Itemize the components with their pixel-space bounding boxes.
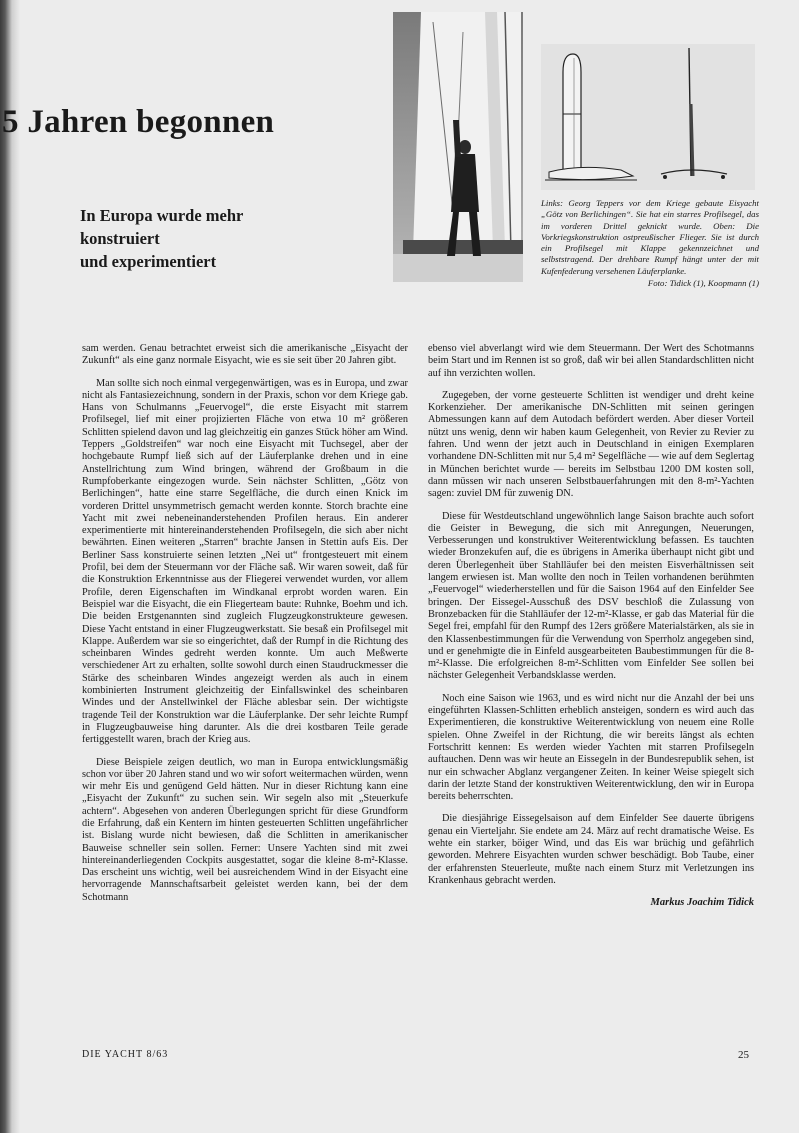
paragraph: Man sollte sich noch einmal vergegenwärtigen, was es in Europa, und zwar nicht als Fantasiezeichnung, sondern in der Praxis, schon vor dem Kriege gab. Hans von Schulmanns „Feuervogel“, die erste Eisyacht mit starrem Profilsegel, lief mit einer projizierten Fläche von etwa 10 m² größeren Schlitten spielend davon und lag gleichzeitig ein ganzes Stück höher am Wind. Teppers „Goldstreifen“ war noch eine Eisyacht mit Tuchsegel, aber der hochgebaute Rumpf ließ sich auf der Läuferplanke drehen und in eine Anstellrichtung zum Wind bringen, während der Großbaum in die Rumpfoberkante eingezogen wurde. Sein nächster Schlitten, „Götz von Berlichingen“, hatte eine starre Segelfläche, die durch einen Knick im vorderen Drittel unsymmetrisch gemacht werden konnte. Storch brachte eine Yacht mit zwei nebeneinanderstehenden Profilen heraus. Ein anderer experimentierte mit hintereinanderstehenden Profilsegeln, die sich aber nicht bewährten. Einen weiteren „Starren“ brachte Jansen in Stettin aufs Eis. Der Berliner Sass konstruierte seinen letzten „Nei ut“ frontgesteuert mit einem Profil, bei dem der Steuermann vor der Fläche saß. Wir waren soweit, daß für die Konstruktion Erkenntnisse aus der Fliegerei verwendet wurden, vor allem Profile, deren Eigenschaften im Windkanal erprobt worden waren. Ein Beispiel war die Eisyacht, die ein Fliegerteam baute: Ruhnke, Boehm und ich. Die beiden Erstgenannten sind zugleich Flugzeugkonstrukteure gewesen. Diese Yacht entstand in einer Flugzeugwerkstatt. Sie besaß ein Profilsegel mit Klappe. Außerdem war sie so eingerichtet, daß der Rumpf in die Richtung des scheinbaren Windes gedreht werden konnte. Um auch Meßwerte verschiedener Art zu erhalten, sollte sowohl durch einen Staudruckmesser die Stärke des scheinbaren Windes angezeigt werden als auch in einem kombinierten Instrument gleichzeitig der Einfallswinkel des scheinbaren Windes und der Anstellwinkel der Fläche ablesbar sein. Der wichtigste tragende Teil der Konstruktion war die Läuferplanke. Der sehr leichte Rumpf in Flugzeugbauweise hing darunter. Als die drei kostbaren Teile gerade fertiggestellt waren, brach der Krieg aus. <box>82 377 408 746</box>
photo-caption <box>541 198 759 289</box>
text-column-left <box>82 343 408 914</box>
ice-yacht-photo <box>393 12 523 282</box>
subheading-line: In Europa wurde mehr <box>80 206 244 225</box>
article-subheading <box>80 204 280 273</box>
subheading-line: und experimentiert <box>80 252 217 271</box>
paragraph: sam werden. Genau betrachtet erweist sich die amerikanische „Eisyacht der Zukunft“ als eine ganz normale Eisyacht, wie es sie seit über 20 Jahren gibt. <box>82 343 408 367</box>
paragraph: Diese für Westdeutschland ungewöhnlich lange Saison brachte auch sofort die Geister in Bewegung, die sich mit Anregungen, Neuerungen, Verbesserungen und konstruktiver Weiterentwicklung befassen. Es tauchten wieder Bronzekufen auf, die es übrigens in Amerika überhaupt nicht gibt und deren Überlegenheit über Stahlläufer bei den meisten Eisverhältnissen seit langem erwiesen ist. Man wollte den noch in Teilen vorhandenen berühmten „Feuervogel“ wiederherstellen und für die Saison 1964 auf den Einfelder See bringen. Der Eissegel-Ausschuß des DSV beschloß die Zulassung von Bronzebacken für die Stahlläufer der 12-m²-Klasse, er gab das Material für die Segel frei, empfahl für den Rumpf des 12ers größere Materialstärken, als sie in den Klassenbestimmungen für die Verwendung von Sperrholz angegeben sind, und er genehmigte die in Einfeld ausgearbeiteten Baubestimmungen für die 8-m²-Klasse. Die erfolgreichen 8-m²-Schlitten vom Einfelder See sollen bei nächster Gelegenheit Verbandsklasse werden. <box>428 510 754 682</box>
subheading-line: konstruiert <box>80 229 160 248</box>
caption-text: Links: Georg Teppers vor dem Kriege gebaute Eisyacht „Götz von Berlichingen“. Sie hat ein starres Profilsegel, das im vorderen Drittel geknickt wurde. Oben: Die Vorkriegskonstruktion ostpreußischer Flieger. Sie ist durch ein Profilsegel mit Klappe gekennzeichnet und selbststragend. Der drehbare Rumpf hängt unter der mit Kufenfederung versehenen Läuferplanke. <box>541 198 759 276</box>
author-signature: Markus Joachim Tidick <box>650 897 754 909</box>
binding-shadow <box>0 0 20 1133</box>
text-column-right <box>428 343 754 909</box>
paragraph: Die diesjährige Eissegelsaison auf dem Einfelder See dauerte übrigens genau ein Vierteljahr. Sie endete am 24. März auf recht dramatische Weise. Es wehte ein starker, böiger Wind, und das Eis war brüchig und gefährlich geworden. Mehrere Eisyachten wurden schwer beschädigt. Bob Taube, einer der erfahrensten Steuerleute, mußte nach einem Sturz mit Verletzungen ins Krankenhaus gebracht werden. <box>428 813 754 886</box>
magazine-issue: DIE YACHT 8/63 <box>82 1049 169 1060</box>
paragraph: Zugegeben, der vorne gesteuerte Schlitten ist wendiger und dreht keine Korkenzieher. Der amerikanische DN-Schlitten mit seinen geringen Abmessungen kann auf dem Autodach befördert werden. Aber dieser Vorteil nützt uns wenig, denn wir haben kaum Gelegenheit, von Revier zu Revier zu fahren. Und wenn der jetzt auch in Deutschland in einigen Exemplaren vorhandene DN-Schlitten mit nur 5,4 m² Segelfläche — wie auf dem Seglertag in München berichtet wurde — bereits im Selbstbau 1200 DM kosten soll, dann müssen wir nach unseren Selbstbauerfahrungen mit den 8-m²-Yachten sagen: zuviel DM für zuwenig DN. <box>428 389 754 500</box>
photo-credit: Foto: Tidick (1), Koopmann (1) <box>647 278 759 289</box>
ice-yacht-photo-image <box>393 12 523 282</box>
paragraph: ebenso viel abverlangt wird wie dem Steuermann. Der Wert des Schotmanns beim Start und im Rennen ist so groß, daß wir bei allen Standardschlitten nicht auf ihn verzichten wollen. <box>428 343 754 379</box>
article-heading: 5 Jahren begonnen <box>2 104 275 140</box>
paragraph: Noch eine Saison wie 1963, und es wird nicht nur die Anzahl der bei uns eingeführten Klassen-Schlitten erheblich ansteigen, sondern es wird auch das Experimentieren, die konstruktive Weiterentwicklung von neuem eine Rolle spielen. Ohne Zweifel in der Richtung, die wir bereits längst als echten Fortschritt kennen: Es werden wieder Yachten mit starren Profilsegeln auftauchen. Denn was wir heute an Eissegeln in der Bundesrepublik sehen, ist nur ein schwacher Abglanz vergangener Zeiten. In keiner Weise spiegelt sich darin der letzte Stand der konstruktiven Weiterentwicklung, den wir in Europa bereits beherrschten. <box>428 692 754 803</box>
paragraph: Diese Beispiele zeigen deutlich, wo man in Europa entwicklungsmäßig schon vor über 20 Jahren stand und wo wir sofort weitermachen würden, wenn wir mehr Eis und genügend Geld hätten. Nur in dieser Richtung kann eine „Eisyacht der Zukunft“ zu suchen sein. Wir segeln also mit „Steuerkufe achtern“. Abgesehen von anderen Überlegungen spricht für diese Grundform die Erfahrung, daß ein Kentern im hinten gesteuerten Schlitten ungefährlicher ist. Bislang wurde nicht bewiesen, daß die Schlitten in amerikanischer Bauweise schneller sein sollen. Ferner: Unsere Yachten sind mit zwei hintereinanderliegenden Cockpits ausgestattet, sogar die kleine 8-m²-Klasse. Das erscheint uns wichtig, weil bei ausreichendem Wind in der Eisyacht eine hervorragende Mannschaftsarbeit geleistet werden kann, bei der dem Schotmann <box>82 756 408 903</box>
construction-drawing <box>541 44 755 190</box>
page-number: 25 <box>738 1049 749 1061</box>
construction-drawing-image <box>541 44 755 190</box>
